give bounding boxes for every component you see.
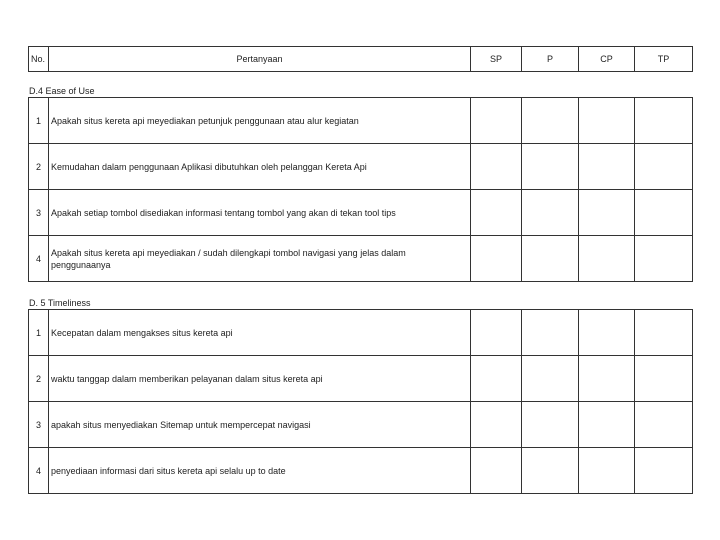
- table-row: [29, 448, 693, 494]
- answer-cell-p[interactable]: [522, 356, 579, 402]
- answer-cell-cp[interactable]: [579, 144, 635, 190]
- header-table: [28, 46, 693, 72]
- row-question: Apakah setiap tombol disediakan informasi tentang tombol yang akan di tekan tool tips: [49, 190, 471, 236]
- answer-cell-cp[interactable]: [579, 310, 635, 356]
- answer-cell-p[interactable]: [522, 402, 579, 448]
- answer-cell-p[interactable]: [522, 310, 579, 356]
- row-number: 1: [29, 310, 49, 356]
- answer-cell-cp[interactable]: [579, 448, 635, 494]
- answer-cell-sp[interactable]: [471, 190, 522, 236]
- answer-cell-cp[interactable]: [579, 236, 635, 282]
- row-number: 4: [29, 236, 49, 282]
- answer-cell-tp[interactable]: [635, 356, 693, 402]
- header-row: [29, 47, 693, 72]
- row-question: apakah situs menyediakan Sitemap untuk mempercepat navigasi: [49, 402, 471, 448]
- header-option-cp: CP: [579, 47, 635, 72]
- row-question: Kecepatan dalam mengakses situs kereta api: [49, 310, 471, 356]
- answer-cell-sp[interactable]: [471, 402, 522, 448]
- answer-cell-tp[interactable]: [635, 310, 693, 356]
- answer-cell-cp[interactable]: [579, 190, 635, 236]
- answer-cell-tp[interactable]: [635, 236, 693, 282]
- answer-cell-sp[interactable]: [471, 144, 522, 190]
- answer-cell-tp[interactable]: [635, 98, 693, 144]
- section-title-ease-of-use: D.4 Ease of Use: [29, 86, 95, 96]
- answer-cell-sp[interactable]: [471, 98, 522, 144]
- answer-cell-sp[interactable]: [471, 310, 522, 356]
- table-row: [29, 190, 693, 236]
- answer-cell-cp[interactable]: [579, 402, 635, 448]
- header-question: Pertanyaan: [49, 47, 471, 72]
- answer-cell-sp[interactable]: [471, 356, 522, 402]
- row-number: 3: [29, 402, 49, 448]
- header-option-sp: SP: [471, 47, 522, 72]
- row-number: 2: [29, 356, 49, 402]
- answer-cell-tp[interactable]: [635, 402, 693, 448]
- answer-cell-p[interactable]: [522, 448, 579, 494]
- header-option-tp: TP: [635, 47, 693, 72]
- answer-cell-tp[interactable]: [635, 448, 693, 494]
- table-row: [29, 402, 693, 448]
- table-row: [29, 236, 693, 282]
- header-option-p: P: [522, 47, 579, 72]
- answer-cell-p[interactable]: [522, 144, 579, 190]
- row-question: Apakah situs kereta api meyediakan petunjuk penggunaan atau alur kegiatan: [49, 98, 471, 144]
- row-number: 3: [29, 190, 49, 236]
- answer-cell-cp[interactable]: [579, 356, 635, 402]
- row-question: waktu tanggap dalam memberikan pelayanan dalam situs kereta api: [49, 356, 471, 402]
- answer-cell-p[interactable]: [522, 190, 579, 236]
- answer-cell-tp[interactable]: [635, 190, 693, 236]
- answer-cell-cp[interactable]: [579, 98, 635, 144]
- header-no: No.: [29, 47, 49, 72]
- row-number: 1: [29, 98, 49, 144]
- row-question: Apakah situs kereta api meyediakan / sudah dilengkapi tombol navigasi yang jelas dalam penggunaanya: [49, 236, 471, 282]
- answer-cell-tp[interactable]: [635, 144, 693, 190]
- answer-cell-sp[interactable]: [471, 236, 522, 282]
- row-question: penyediaan informasi dari situs kereta api selalu up to date: [49, 448, 471, 494]
- table-row: [29, 356, 693, 402]
- table-row: [29, 310, 693, 356]
- answer-cell-p[interactable]: [522, 98, 579, 144]
- answer-cell-p[interactable]: [522, 236, 579, 282]
- answer-cell-sp[interactable]: [471, 448, 522, 494]
- row-number: 4: [29, 448, 49, 494]
- section-table-ease-of-use: [28, 97, 693, 282]
- row-question: Kemudahan dalam penggunaan Aplikasi dibutuhkan oleh pelanggan Kereta Api: [49, 144, 471, 190]
- section-table-timeliness: [28, 309, 693, 494]
- table-row: [29, 144, 693, 190]
- section-title-timeliness: D. 5 Timeliness: [29, 298, 91, 308]
- table-row: [29, 98, 693, 144]
- row-number: 2: [29, 144, 49, 190]
